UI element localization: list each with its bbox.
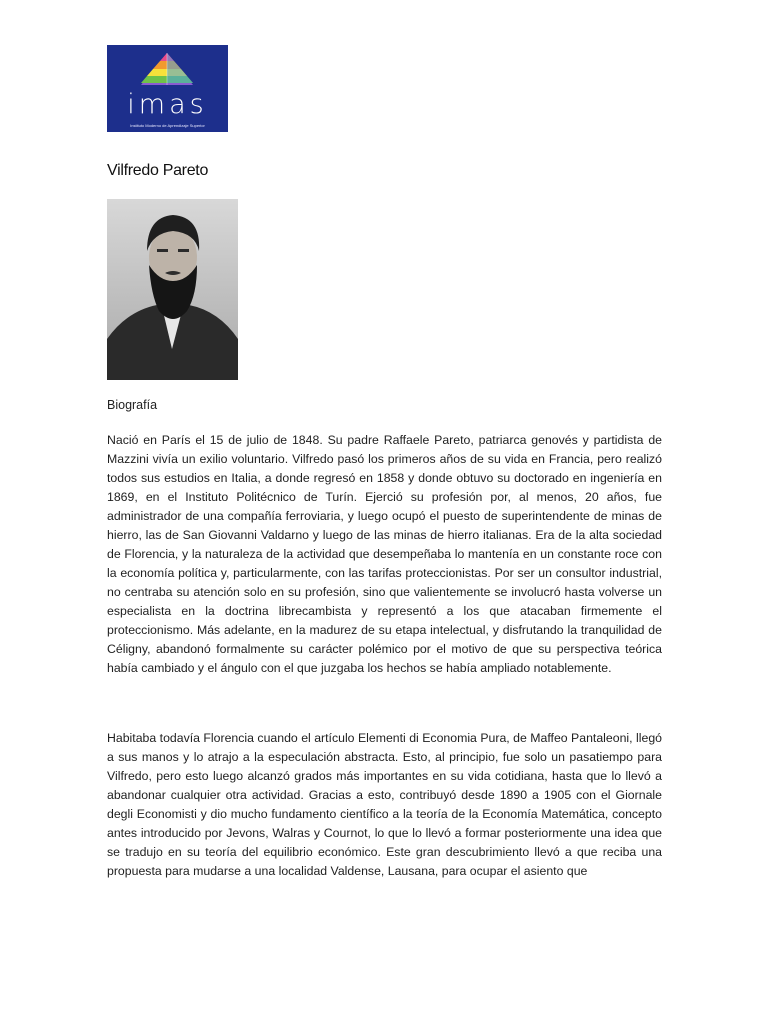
- section-label: Biografía: [107, 398, 158, 412]
- institution-logo: [107, 45, 228, 132]
- portrait-photo: [107, 199, 238, 380]
- biography-paragraph-2: Habitaba todavía Florencia cuando el artículo Elementi di Economia Pura, de Maffeo Pantaleoni, llegó a sus manos y lo atrajo a la especulación abstracta. Esto, al principio, fue solo un pasatiempo para Vilfredo, pero esto luego alcanzó grados más importantes en su vida cotidiana, hasta que lo llevó a abandonar cualquier otra actividad. Gracias a esto, contribuyó desde 1890 a 1905 con el Giornale degli Economisti y dio mucho fundamento científico a la teoría de la Economía Matemática, concepto antes introducido por Jevons, Walras y Cournot, lo que lo llevó a formar posteriormente una idea que se tradujo en su teoría del equilibrio económico. Este gran descubrimiento llevó a que reciba una propuesta para mudarse a una localidad Valdense, Lausana, para ocupar el asiento que: [107, 731, 662, 878]
- biography-paragraph-1: Nació en París el 15 de julio de 1848. Su padre Raffaele Pareto, patriarca genovés y partidista de Mazzini vivía un exilio voluntario. Vilfredo pasó los primeros años de su vida en Francia, pero realizó todos sus estudios en Italia, a donde regresó en 1858 y donde obtuvo su doctorado en ingeniería en 1869, en el Instituto Politécnico de Turín. Ejerció su profesión por, al menos, 20 años, fue administrador de una compañía ferroviaria, y luego ocupó el puesto de superintendente de minas de hierro, las de San Giovanni Valdarno y luego de las minas de hierro italianas. Era de la alta sociedad de Florencia, y la naturaleza de la actividad que desempeñaba lo mantenía en un constante roce con la economía política y, particularmente, con las tarifas proteccionistas. Por ser un consultor industrial, no centraba su atención solo en su profesión, sino que valientemente se involucró hasta volverse un especialista en la doctrina librecambista y representó a los que atacaban firmemente el proteccionismo. Más adelante, en la madurez de su etapa intelectual, y disfrutando la tranquilidad de Céligny, abandonó formalmente su carácter polémico por el motivo de que su perspectiva teórica había cambiado y el ángulo con el que juzgaba los hechos se había ampliado notablemente.: [107, 433, 662, 675]
- page-title: Vilfredo Pareto: [107, 162, 209, 179]
- logo-subtitle: Instituto Moderno de Aprendizaje Superior: [130, 123, 205, 128]
- logo-wordmark: imas: [127, 89, 208, 120]
